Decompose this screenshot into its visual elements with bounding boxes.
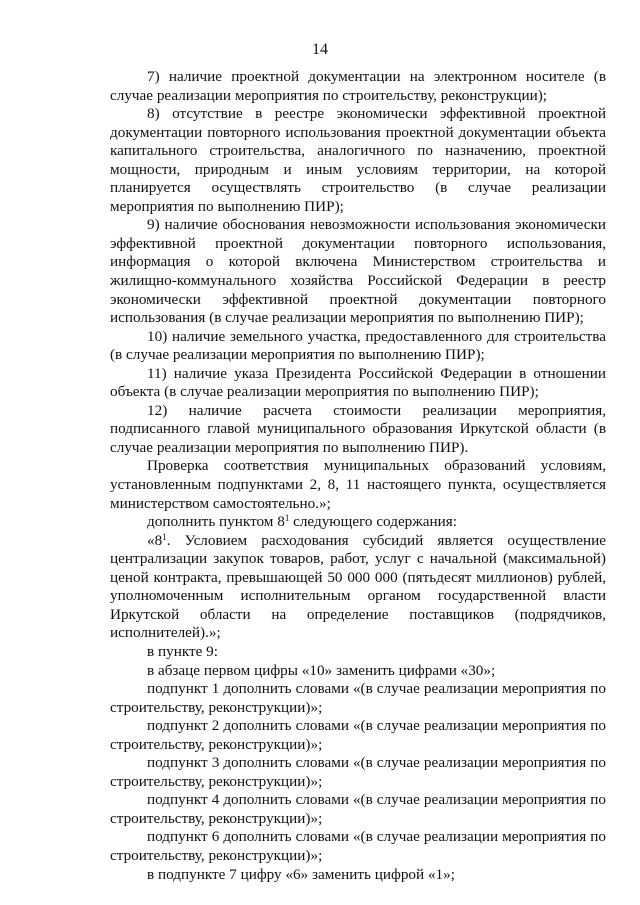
superscript-index: 1 — [284, 513, 290, 524]
paragraph-subpoint-4: подпункт 4 дополнить словами «(в случае реализации мероприятия по строительству, реконструкции)»; — [110, 791, 606, 827]
paragraph-item-7: 7) наличие проектной документации на электронном носителе (в случае реализации мероприятия по строительству, реконструкции); — [110, 68, 606, 104]
paragraph-item-12: 12) наличие расчета стоимости реализации мероприятия, подписанного главой муниципального образования Иркутской области (в случае реализации мероприятия по выполнению ПИР). — [110, 401, 606, 456]
point-8-1-text: . Условием расходования субсидий является осуществление централизации закупок товаров, работ, услуг с начальной (максимальной) ценой контракта, превышающей 50 000 000 (пятьдесят миллионов) рублей, уполномоченным исполнительным органом государственной власти Иркутской области на определение поставщиков (подрядчиков, исполнителей).»; — [110, 531, 606, 642]
point-8-1-number: «8 — [147, 531, 163, 549]
paragraph-item-11: 11) наличие указа Президента Российской Федерации в отношении объекта (в случае реализации мероприятия по выполнению ПИР); — [110, 364, 606, 401]
paragraph-point-8-1 — [110, 532, 606, 643]
paragraph-subpoint-7: в подпункте 7 цифру «6» заменить цифрой «1»; — [147, 865, 455, 883]
paragraph-subpoint-2: подпункт 2 дополнить словами «(в случае реализации мероприятия по строительству, реконструкции)»; — [110, 717, 606, 753]
paragraph-add-point-tail: следующего содержания: — [289, 513, 457, 531]
paragraph-subpoint-3: подпункт 3 дополнить словами «(в случае реализации мероприятия по строительству, реконструкции)»; — [110, 754, 606, 790]
paragraph-subpoint-1: подпункт 1 дополнить словами «(в случае реализации мероприятия по строительству, реконструкции)»; — [110, 680, 606, 716]
paragraph-verification: Проверка соответствия муниципальных образований условиям, установленным подпунктами 2, 8, 11 настоящего пункта, осуществляется министерством самостоятельно.»; — [110, 457, 606, 512]
document-body — [110, 68, 606, 884]
paragraph-first-abzac: в абзаце первом цифры «10» заменить цифрами «30»; — [147, 661, 496, 679]
paragraph-in-point-9: в пункте 9: — [147, 642, 218, 660]
paragraph-subpoint-6: подпункт 6 дополнить словами «(в случае реализации мероприятия по строительству, реконструкции)»; — [110, 828, 606, 864]
paragraph-add-point — [110, 513, 606, 532]
paragraph-item-10: 10) наличие земельного участка, предоставленного для строительства (в случае реализации мероприятия по выполнению ПИР); — [110, 327, 606, 364]
superscript-index: 1 — [162, 531, 167, 542]
paragraph-item-9: 9) наличие обоснования невозможности использования экономически эффективной проектной документации повторного использования, информация о которой включена Министерством строительства и жилищно-коммунального хозяйства Российской Федерации в реестр экономически эффективной проектной документации повторного использования (в случае реализации мероприятия по выполнению ПИР); — [110, 216, 606, 327]
paragraph-item-8: 8) отсутствие в реестре экономически эффективной проектной документации повторного использования проектной документации объекта капитального строительства, аналогичного по назначению, проектной мощности, природным и иным условиям территории, на которой планируется осуществлять строительство (в случае реализации мероприятия по выполнению ПИР); — [110, 105, 606, 215]
page-number: 14 — [312, 41, 328, 58]
paragraph-add-point-text: дополнить пунктом 8 — [147, 513, 285, 531]
